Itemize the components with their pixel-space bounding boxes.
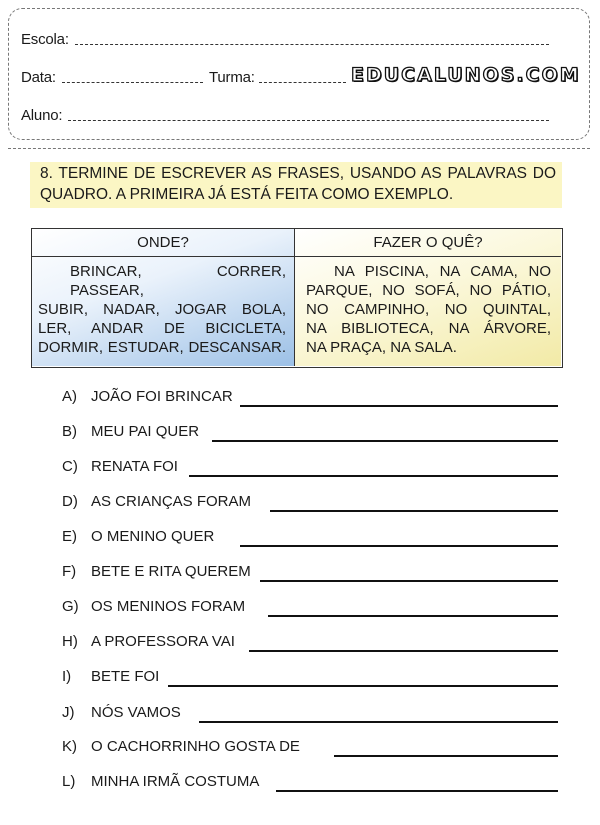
answer-line[interactable] <box>240 405 558 407</box>
question-text: OS MENINOS FORAM <box>91 598 246 615</box>
question-text: BETE E RITA QUEREM <box>91 563 251 580</box>
section-divider <box>8 148 590 149</box>
answer-line[interactable] <box>268 615 558 617</box>
answer-line[interactable] <box>260 580 558 582</box>
table-cell-fazer <box>306 262 551 357</box>
question-label: J) <box>62 704 75 721</box>
date-label: Data: <box>21 69 56 86</box>
table-cell-line: SUBIR, NADAR, JOGAR BOLA, <box>38 301 286 318</box>
table-cell-line: DORMIR, ESTUDAR, DESCANSAR. <box>38 339 286 356</box>
answer-line[interactable] <box>249 650 558 652</box>
school-label: Escola: <box>21 31 69 48</box>
student-label: Aluno: <box>21 107 63 124</box>
table-column-fazer <box>294 229 561 366</box>
answer-line[interactable] <box>270 510 558 512</box>
answer-line[interactable] <box>199 721 558 723</box>
answer-line[interactable] <box>334 755 558 757</box>
question-text: JOÃO FOI BRINCAR <box>91 388 233 405</box>
question-g <box>62 597 245 617</box>
question-text: NÓS VAMOS <box>91 704 181 721</box>
question-l <box>62 772 259 792</box>
question-text: O MENINO QUER <box>91 528 215 545</box>
instruction-text: 8. TERMINE DE ESCREVER AS FRASES, USANDO AS PALAVRAS DO QUADRO. A PRIMEIRA JÁ ESTÁ FEITA COMO EXEMPLO. <box>40 165 556 203</box>
table-cell-line: PARQUE, NO SOFÁ, NO PÁTIO, <box>306 282 551 299</box>
class-label: Turma: <box>209 69 255 86</box>
question-text: AS CRIANÇAS FORAM <box>91 493 252 510</box>
question-label: E) <box>62 528 77 545</box>
table-cell-line: NO CAMPINHO, NO QUINTAL, <box>306 301 551 318</box>
answer-line[interactable] <box>168 685 558 687</box>
answer-line[interactable] <box>276 790 558 792</box>
question-label: A) <box>62 388 77 405</box>
question-j <box>62 703 181 723</box>
question-label: G) <box>62 598 79 615</box>
class-field[interactable] <box>259 82 346 83</box>
question-e <box>62 527 214 547</box>
question-c <box>62 457 178 477</box>
question-text: RENATA FOI <box>91 458 178 475</box>
school-field[interactable] <box>75 44 549 45</box>
table-cell-line: NA PRAÇA, NA SALA. <box>306 339 457 356</box>
word-table <box>31 228 563 368</box>
question-label: H) <box>62 633 78 650</box>
question-f <box>62 562 251 582</box>
question-label: F) <box>62 563 77 580</box>
question-text: MEU PAI QUER <box>91 423 200 440</box>
question-label: B) <box>62 423 77 440</box>
question-label: L) <box>62 773 76 790</box>
answer-line[interactable] <box>189 475 558 477</box>
table-cell-line: BRINCAR, CORRER, PASSEAR, <box>70 263 286 299</box>
educalunos-logo: EDUCALUNOS.COM <box>351 64 581 86</box>
question-b <box>62 422 199 442</box>
table-column-onde <box>32 229 294 366</box>
question-label: K) <box>62 738 77 755</box>
student-field[interactable] <box>68 120 549 121</box>
question-a <box>62 387 233 407</box>
question-text: BETE FOI <box>91 668 160 685</box>
question-d <box>62 492 251 512</box>
answer-line[interactable] <box>212 440 558 442</box>
table-cell-line: NA PISCINA, NA CAMA, NO <box>334 263 551 280</box>
table-cell-line: NA BIBLIOTECA, NA ÁRVORE, <box>306 320 551 337</box>
question-k <box>62 737 300 757</box>
question-text: O CACHORRINHO GOSTA DE <box>91 738 300 755</box>
question-text: MINHA IRMÃ COSTUMA <box>91 773 260 790</box>
question-label: C) <box>62 458 78 475</box>
question-h <box>62 632 235 652</box>
question-label: D) <box>62 493 78 510</box>
question-text: A PROFESSORA VAI <box>91 633 235 650</box>
date-field[interactable] <box>62 82 203 83</box>
question-label: I) <box>62 668 72 685</box>
table-header-onde: ONDE? <box>32 229 294 257</box>
table-header-fazer: FAZER O QUÊ? <box>295 229 561 257</box>
answer-line[interactable] <box>240 545 558 547</box>
question-i <box>62 667 159 687</box>
table-cell-onde <box>38 262 286 357</box>
table-cell-line: LER, ANDAR DE BICICLETA, <box>38 320 286 337</box>
